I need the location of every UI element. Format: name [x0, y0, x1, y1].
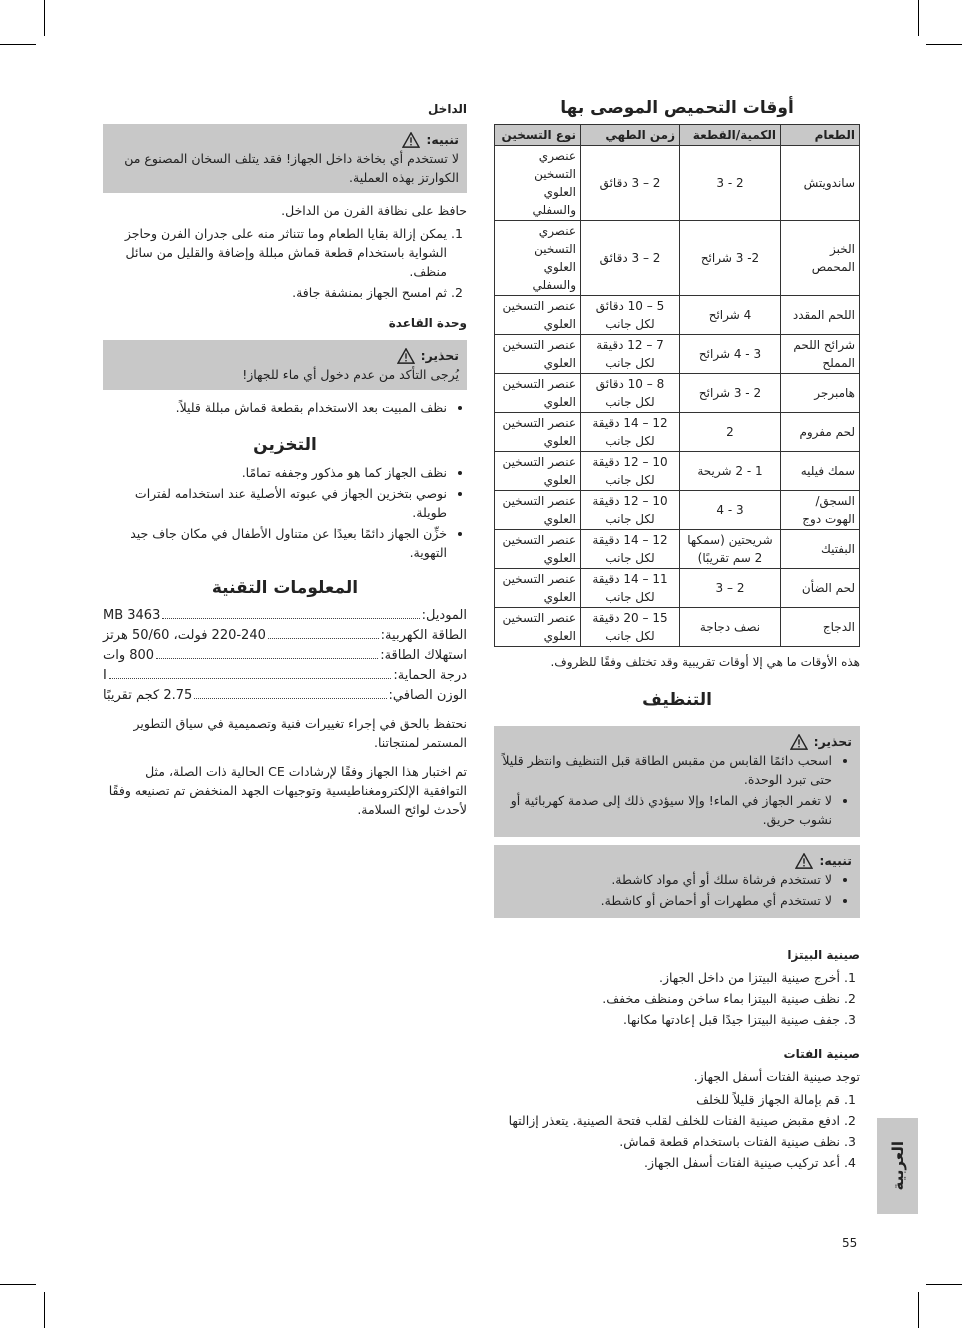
- list-item: 1. يمكن إزالة بقايا الطعام وما تتناثر منه على جدران الفرن وحاجز الشواية باستخدام قطعة قماش مبللة وإضافة والقليل من سائل منظف.: [103, 224, 447, 281]
- spec-list: [103, 606, 467, 706]
- table-cell: السجق/ الهوت دوج: [781, 491, 860, 530]
- roasting-table: [494, 124, 860, 647]
- table-title: أوقات التحميص الموصى بها: [560, 98, 794, 118]
- table-cell: 10 – 12 دقيقة لكل جانب: [581, 491, 680, 530]
- spec-row: درجة الحماية: I: [103, 668, 467, 683]
- list-item: • خزِّن الجهاز دائمًا بعيدًا عن متناول الأطفال في مكان جاف جيد التهوية.: [103, 524, 447, 562]
- table-cell: 2 – 3 دقائق: [581, 146, 680, 221]
- warning-title: تحذير:: [420, 348, 459, 363]
- list-item: 2. ثم امسح الجهاز بمنشفة جافة.: [103, 283, 447, 302]
- table-cell: 1 - 2 شريحة: [680, 452, 781, 491]
- base-title: وحدة القاعدة: [388, 316, 467, 330]
- table-cell: عنصر التسخين العلوي: [495, 569, 581, 608]
- spec-row: الموديل: MB 3463: [103, 608, 467, 623]
- notice-title: تنبيه:: [819, 853, 852, 868]
- table-cell: عنصر التسخين العلوي: [495, 530, 581, 569]
- table-cell: عنصري التسخين العلوي والسفلي: [495, 221, 581, 296]
- crop-mark: [918, 1292, 919, 1328]
- warning-icon: [402, 132, 420, 148]
- list-item: 2. نظف صينية البيتزا بماء ساخن ومنظف مخفف.: [494, 989, 840, 1008]
- table-cell: 12 – 14 دقيقة لكل جانب: [581, 413, 680, 452]
- table-row: [495, 413, 860, 452]
- table-cell: 8 – 10 دقائق لكل جانب: [581, 374, 680, 413]
- table-cell: الدجاج: [781, 608, 860, 647]
- list-item: 3. جفف صينية البيتزا جيدًا قبل إعادتها مكانها.: [494, 1010, 840, 1029]
- list-item: 1. أخرج صينية البيتزا من داخل الجهاز.: [494, 968, 840, 987]
- notice-title: تنبيه:: [426, 132, 459, 147]
- tech-title: المعلومات التقنية: [211, 578, 359, 598]
- table-cell: شرائح اللحم المملح: [781, 335, 860, 374]
- crumb-title: صينية الفتات: [783, 1047, 860, 1061]
- spec-row: الطاقة الكهربية: 220-240 فولت، 50/60 هرتز: [103, 628, 467, 643]
- table-cell: عنصر التسخين العلوي: [495, 413, 581, 452]
- crumb-intro: توجد صينية الفتات أسفل الجهاز.: [693, 1069, 860, 1084]
- list-item: • نظف الجهاز كما هو مذكور وجففه تمامًا.: [103, 463, 447, 482]
- table-cell: البفتيك: [781, 530, 860, 569]
- table-cell: 7 – 12 دقيقة لكل جانب: [581, 335, 680, 374]
- table-cell: عنصر التسخين العلوي: [495, 452, 581, 491]
- list-item: 3. نظف صينية الفتات باستخدام قطعة قماش.: [494, 1132, 840, 1151]
- spec-row: الوزن الصافي: 2.75 كجم تقريبًا: [103, 688, 467, 703]
- list-item: • نظف المبيت بعد الاستخدام بقطعة قماش مبللة قليلاً.: [103, 398, 447, 417]
- warning-box: [103, 340, 467, 390]
- table-cell: لحم الضأن: [781, 569, 860, 608]
- table-cell: عنصري التسخين العلوي والسفلي: [495, 146, 581, 221]
- crop-mark: [926, 44, 962, 45]
- list-item: • اسحب دائمًا القابس من مقبس الطاقة قبل التنظيف وانتظر قليلاً حتى تبرد الوحدة.: [502, 751, 832, 789]
- list-item: • نوصي بتخزين الجهاز في عبوته الأصلية عند استخدامه لفترات طويلة.: [103, 484, 447, 522]
- table-header: زمن الطهي: [581, 125, 680, 146]
- table-cell: 2- 3 شرائح: [680, 221, 781, 296]
- storage-bullets: [103, 463, 467, 562]
- table-row: [495, 452, 860, 491]
- list-item: 1. قم بإمالة الجهاز قليلاً للخلف: [494, 1090, 840, 1109]
- table-header: الكمية/القطعة: [680, 125, 781, 146]
- table-header-row: [495, 125, 860, 146]
- table-cell: 2 - 3: [680, 146, 781, 221]
- crop-mark: [0, 44, 36, 45]
- crop-mark: [44, 0, 45, 36]
- table-cell: 11 – 14 دقيقة لكل جانب: [581, 569, 680, 608]
- table-cell: نصف دجاجة: [680, 608, 781, 647]
- inside-steps: [103, 224, 467, 302]
- table-cell: 2 - 3 شرائح: [680, 374, 781, 413]
- table-cell: اللحم المقدد: [781, 296, 860, 335]
- table-cell: 10 – 12 دقيقة لكل جانب: [581, 452, 680, 491]
- table-cell: الخبز المحمص: [781, 221, 860, 296]
- cleaning-title: التنظيف: [642, 690, 712, 710]
- inside-intro: حافظ على نظافة الفرن من الداخل.: [281, 203, 467, 218]
- crop-mark: [918, 0, 919, 36]
- table-row: [495, 296, 860, 335]
- table-row: [495, 491, 860, 530]
- table-row: [495, 569, 860, 608]
- right-column: [494, 92, 860, 1178]
- notice-text: لا تستخدم أي بخاخة داخل الجهاز! فقد يتلف السخان المصنوع من الكوارتز بهذه العملية.: [124, 151, 459, 185]
- table-cell: 3 - 4 شرائح: [680, 335, 781, 374]
- warning-icon: [790, 734, 808, 750]
- warning-text: يُرجى التأكد من عدم دخول أي ماء للجهاز!: [242, 367, 459, 382]
- table-cell: عنصر التسخين العلوي: [495, 491, 581, 530]
- table-row: [495, 221, 860, 296]
- language-tab: العربية: [877, 1118, 918, 1214]
- table-cell: عنصر التسخين العلوي: [495, 608, 581, 647]
- inside-title: الداخل: [427, 102, 467, 116]
- storage-title: التخزين: [253, 435, 317, 455]
- table-cell: 12 – 14 دقيقة لكل جانب: [581, 530, 680, 569]
- table-header: نوع التسخين: [495, 125, 581, 146]
- table-cell: لحم مفروم: [781, 413, 860, 452]
- crop-mark: [0, 1284, 36, 1285]
- table-cell: شريحتين (سمكها 2 سم تقريبًا): [680, 530, 781, 569]
- table-row: [495, 335, 860, 374]
- list-item: • لا تستخدم فرشاة سلك أو أي مواد كاشطة.: [502, 870, 832, 889]
- development-note: نحتفظ بالحق في إجراء تغييرات فنية وتصميمية في سياق التطوير المستمر لمنتجاتنا.: [133, 716, 467, 750]
- table-cell: 5 – 10 دقائق لكل جانب: [581, 296, 680, 335]
- page-number: 55: [842, 1236, 858, 1250]
- list-item: • لا تغمر الجهاز في الماء! وإلا سيؤدي ذلك إلى صدمة كهربائية أو نشوب حريق.: [502, 791, 832, 829]
- pizza-title: صينية البيتزا: [787, 948, 860, 962]
- notice-box: [103, 124, 467, 193]
- crop-mark: [44, 1292, 45, 1328]
- table-cell: 3 - 4: [680, 491, 781, 530]
- table-note: هذه الأوقات ما هي إلا أوقات تقريبية وقد تختلف وفقًا للظروف.: [550, 655, 860, 669]
- table-row: [495, 146, 860, 221]
- table-cell: 2 – 3 دقائق: [581, 221, 680, 296]
- table-cell: ساندويتش: [781, 146, 860, 221]
- warning-icon: [795, 853, 813, 869]
- pizza-steps: [494, 968, 860, 1029]
- table-cell: عنصر التسخين العلوي: [495, 296, 581, 335]
- table-cell: عنصر التسخين العلوي: [495, 335, 581, 374]
- ce-note: تم اختبار هذا الجهاز وفقًا لإرشادات CE الحالية ذات الصلة، مثل التوافقية الإلكترومغناطيسية وتوجيهات الجهد المنخفض تم تصنيعه وفقًا لأحدث لوائح السلامة.: [108, 764, 467, 817]
- table-row: [495, 530, 860, 569]
- table-cell: سمك فيليه: [781, 452, 860, 491]
- table-cell: عنصر التسخين العلوي: [495, 374, 581, 413]
- notice-box: [494, 845, 860, 918]
- table-row: [495, 374, 860, 413]
- crumb-steps: [494, 1090, 860, 1172]
- table-cell: 15 – 20 دقيقة لكل جانب: [581, 608, 680, 647]
- warning-box: [494, 726, 860, 837]
- table-cell: 2: [680, 413, 781, 452]
- table-row: [495, 608, 860, 647]
- list-item: • لا تستخدم أي مطهرات أو أحماض أو كاشطة.: [502, 891, 832, 910]
- table-cell: 2 – 3: [680, 569, 781, 608]
- warning-title: تحذير:: [813, 734, 852, 749]
- table-cell: هامبرجر: [781, 374, 860, 413]
- list-item: 2. ادفع مقبض صينية الفتات للخلف لقلب فتحة الصينية. يتعذر إزالتها: [494, 1111, 840, 1130]
- table-header: الطعام: [781, 125, 860, 146]
- left-column: [103, 92, 467, 823]
- table-cell: 4 شرائح: [680, 296, 781, 335]
- crop-mark: [926, 1284, 962, 1285]
- spec-row: استهلاك الطاقة: 800 وات: [103, 648, 467, 663]
- list-item: 4. أعد تركيب صينية الفتات أسفل الجهاز.: [494, 1153, 840, 1172]
- warning-icon: [397, 348, 415, 364]
- base-bullets: [103, 398, 467, 417]
